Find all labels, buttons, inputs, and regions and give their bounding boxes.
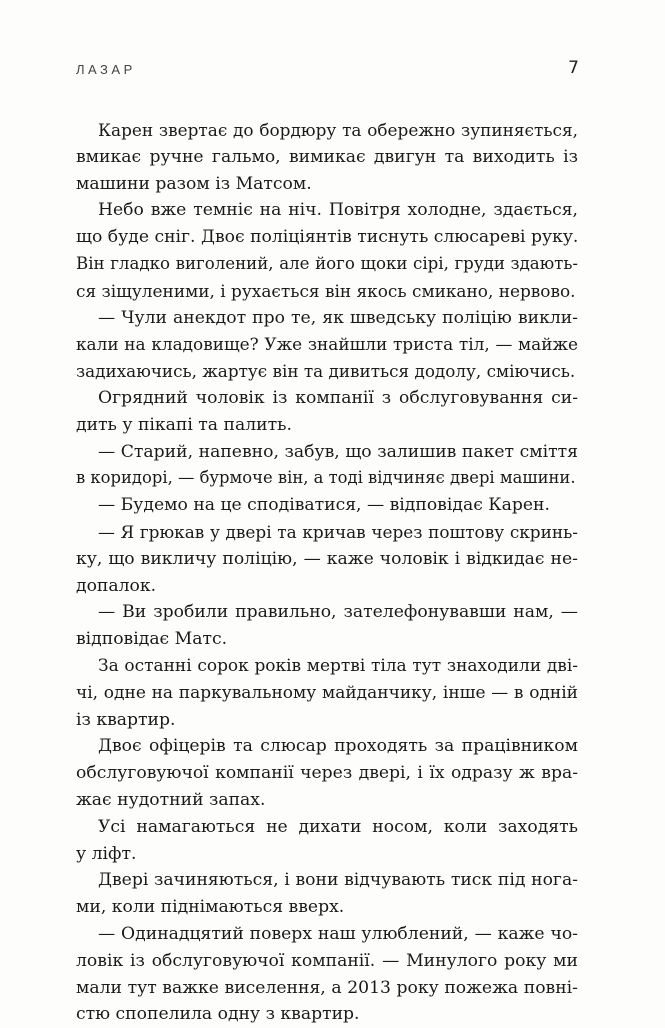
text-line: що буде сніг. Двоє поліціянтів тиснуть слюсареві руку.: [76, 227, 579, 248]
text-line: — Будемо на це сподіватися, — відповідає Карен.: [98, 495, 550, 516]
text-line: жає нудотний запах.: [76, 789, 266, 810]
paragraph: [76, 867, 578, 921]
text-line: Двері зачиняються, і вони відчувають тиск під нога-: [98, 870, 578, 891]
text-line: відповідає Матс.: [76, 629, 228, 650]
text-line: — Одинадцятий поверх наш улюблений, — каже чо-: [98, 923, 578, 944]
text-line: із квартир.: [76, 709, 176, 730]
text-line: ми, коли піднімаються вверх.: [76, 897, 345, 918]
paragraph: [76, 197, 578, 304]
text-line: За останні сорок років мертві тіла тут знаходили дві-: [98, 655, 578, 676]
text-line: в коридорі, — бурмоче він, а тоді відчиняє двері машини.: [76, 468, 576, 488]
paragraph: [76, 599, 578, 653]
text-line: обслуговуючої компанії через двері, і їх одразу ж вра-: [76, 763, 578, 784]
text-line: Двоє офіцерів та слюсар проходять за працівником: [98, 736, 578, 757]
paragraph: [76, 519, 578, 599]
text-line: стю спопелила одну з квартир.: [76, 1004, 360, 1025]
text-line: ку, що викличу поліцію, — каже чоловік і відкидає не-: [76, 548, 578, 569]
paragraph: [76, 653, 578, 733]
text-line: Небо вже темніє на ніч. Повітря холодне, здається,: [98, 200, 578, 221]
paragraph: [76, 385, 578, 439]
text-line: кали на кладовище? Уже знайшли триста тіл, — майже: [76, 334, 578, 355]
text-line: ловік із обслуговуючої компанії. — Минулого року ми: [76, 950, 578, 971]
text-line: машини разом із Матсом.: [76, 173, 312, 194]
text-line: вмикає ручне гальмо, вимикає двигун та виходить із: [76, 146, 578, 167]
text-line: Огрядний чоловік із компанії з обслуговування си-: [98, 387, 578, 408]
text-line: — Я грюкав у двері та кричав через поштову скринь-: [98, 521, 578, 542]
text-line: Усі намагаються не дихати носом, коли заходять: [98, 816, 578, 837]
text-line: чі, одне на паркувальному майданчику, інше — в одній: [76, 682, 578, 703]
text-line: мали тут важке виселення, а 2013 року пожежа повні-: [76, 977, 578, 998]
text-line: Карен звертає до бордюру та обережно зупиняється,: [98, 120, 578, 140]
page-number: 7: [568, 58, 579, 78]
text-line: дить у пікапі та палить.: [76, 414, 292, 435]
text-line: ся зіщуленими, і рухається він якось смикано, нервово.: [76, 280, 576, 301]
paragraph: [76, 814, 578, 868]
running-head-title: ЛАЗАР: [76, 62, 136, 77]
text-line: задихаючись, жартує він та дивиться додолу, сміючись.: [76, 361, 576, 382]
body-text: [76, 117, 578, 1028]
paragraph: [76, 305, 578, 385]
paragraph: [76, 439, 578, 493]
text-line: — Ви зробили правильно, зателефонувавши нам, —: [98, 602, 578, 623]
text-line: Він гладко виголений, але його щоки сірі, груди здають-: [76, 253, 578, 273]
paragraph: [76, 117, 578, 197]
paragraph: [76, 921, 578, 1028]
paragraph: [76, 492, 578, 519]
text-line: — Чули анекдот про те, як шведську поліцію викли-: [98, 307, 578, 328]
text-line: у ліфт.: [76, 843, 137, 864]
paragraph: [76, 733, 578, 813]
text-line: — Старий, напевно, забув, що залишив пакет сміття: [98, 441, 578, 462]
text-line: допалок.: [76, 575, 157, 596]
